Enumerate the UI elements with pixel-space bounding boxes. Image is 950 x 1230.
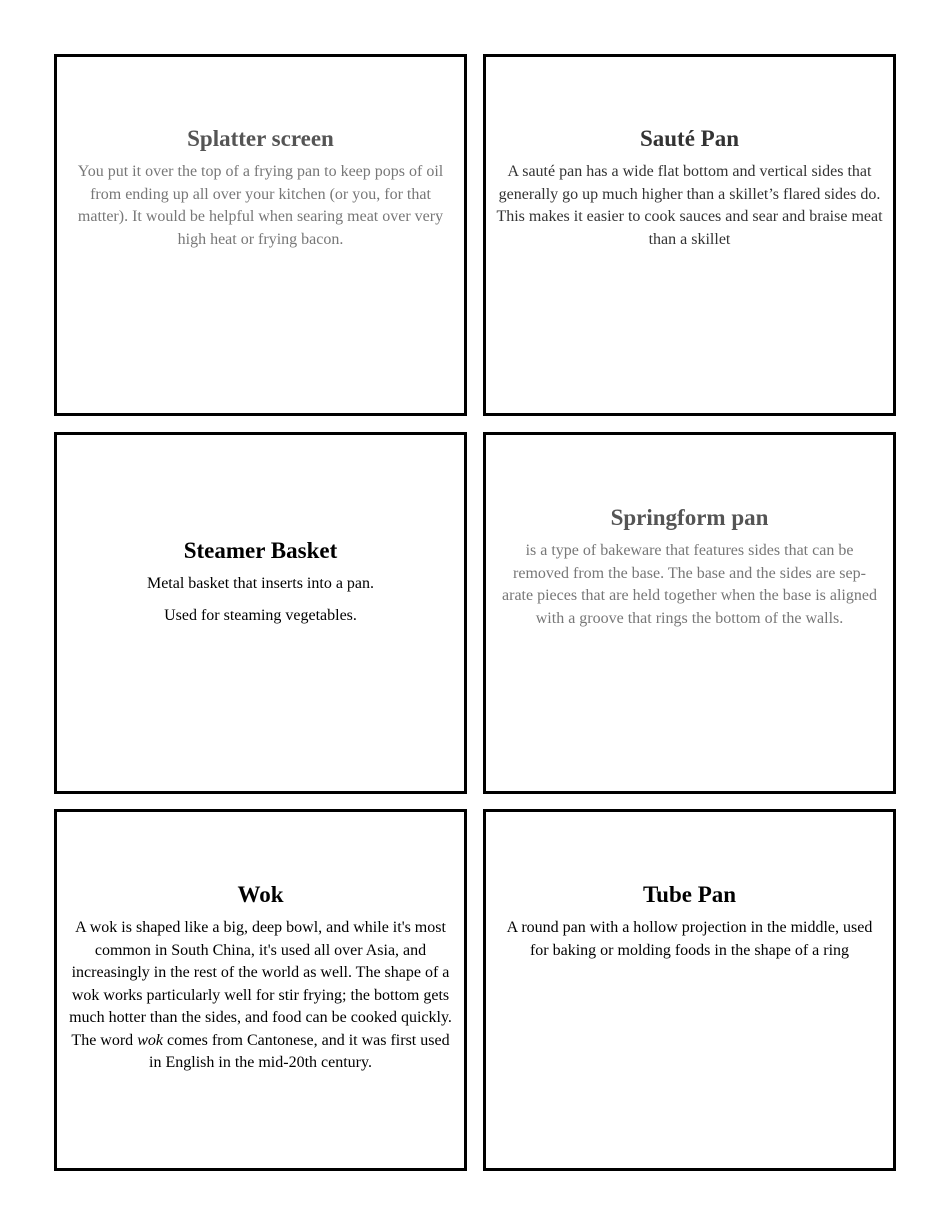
description-emphasis: wok	[137, 1031, 163, 1049]
card-description-line-2: Used for steaming vegetables.	[164, 606, 357, 624]
card-title: Sauté Pan	[639, 126, 740, 151]
card-steamer-basket	[54, 432, 467, 794]
card-saute-pan	[483, 54, 896, 416]
card-description-line-1: Metal basket that inserts into a pan.	[146, 575, 375, 592]
card-description: A sauté pan has a wide flat bottom and vertical sides that generally go up much higher than a skillet’s flared sides do. This makes it easier to cook sauces and sear and braise meat than a skillet	[496, 163, 883, 248]
card-springform-pan	[483, 432, 896, 794]
card-title: Splatter screen	[187, 126, 334, 151]
card-description: You put it over the top of a frying pan to keep pops of oil from ending up all over your kitchen (or you, for that matter). It would be helpful when searing meat over very high heat or frying bacon.	[77, 163, 444, 248]
description-text: A wok is shaped like a big, deep bowl, and while it's most common in South China, it's used all over Asia, and increasingly in the rest of the world as well. The shape of a wok works particularly well for stir frying; the bottom gets much hotter than the sides, and food can be cooked quickly. The word	[69, 919, 452, 1049]
card-description: A round pan with a hollow projection in the middle, used for baking or molding foods in the shape of a ring	[506, 919, 873, 959]
card-title: Springform pan	[610, 505, 769, 530]
card-splatter-screen	[54, 54, 467, 416]
card-title: Wok	[237, 882, 284, 907]
card-description	[67, 917, 454, 1075]
card-wok	[54, 809, 467, 1171]
card-title: Steamer Basket	[183, 538, 338, 563]
card-description: is a type of bakeware that features sides that can be removed from the base. The base and the sides are sep-arate pieces that are held together when the base is aligned with a groove that rings the bottom of the walls.	[502, 542, 877, 627]
card-title: Tube Pan	[642, 882, 737, 907]
description-text: comes from Cantonese, and it was first used in English in the mid-20th century.	[149, 1031, 450, 1071]
card-tube-pan	[483, 809, 896, 1171]
